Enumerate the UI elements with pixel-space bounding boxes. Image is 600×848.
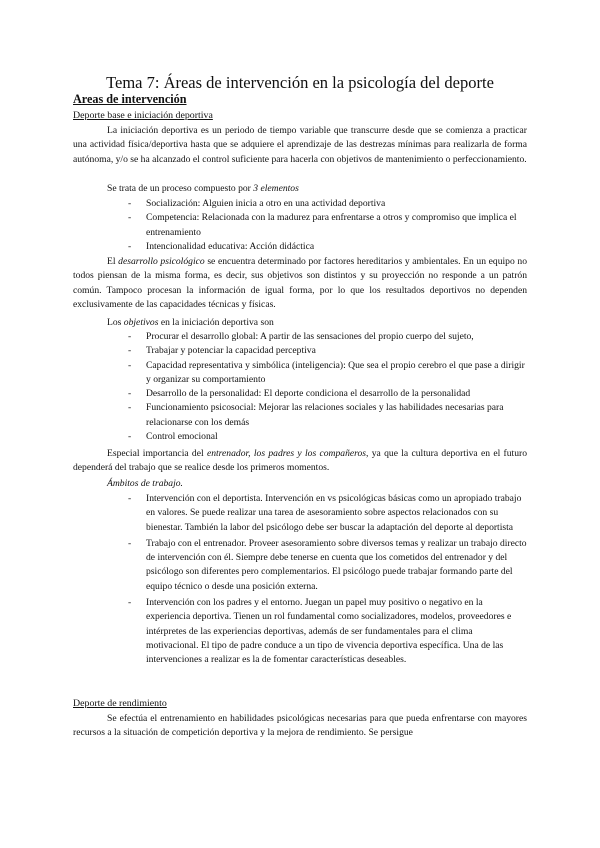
list-item: - Procurar el desarrollo global: A partir de las sensaciones del propio cuerpo del sujeto, (128, 331, 474, 342)
list-elementos (73, 197, 527, 254)
list-item-text: Intencionalidad educativa: Acción didáctica (146, 240, 315, 252)
list-item-text: Trabajo con el entrenador. Proveer asesoramiento sobre diversos temas y realizar un trabajo directo de intervención con él. Siempre debe tenerse en cuenta que los cometidos del entrenador y del psicólogo son diferentes pero complementarios. El psicólogo puede trabajar formando parte del equipo técnico o desde una posición externa. (146, 537, 527, 592)
list-item-text: Competencia: Relacionada con la madurez para enfrentarse a otros y compromiso que implica el entrenamiento (146, 212, 517, 238)
paragraph-objetivos-text-b: en la iniciación deportiva son (158, 317, 274, 328)
paragraph-importancia-text-a: Especial importancia del (107, 448, 207, 459)
list-item-text: Capacidad representativa y simbólica (inteligencia): Que sea el propio cerebro el que pase a dirigir y organizar su comportamiento (146, 359, 525, 385)
list-item: - Funcionamiento psicosocial: Mejorar las relaciones sociales y las habilidades necesarias para relacionarse con los demás (128, 402, 504, 428)
list-item-text: Trabajar y potenciar la capacidad perceptiva (146, 345, 316, 357)
paragraph-objetivos-text-a: Los (107, 317, 124, 328)
paragraph-objetivos-emphasis: objetivos (123, 317, 159, 328)
list-objetivos (73, 330, 527, 444)
paragraph-desarrollo-emphasis: desarrollo psicológico (118, 256, 205, 267)
paragraph-ambitos (107, 477, 183, 491)
paragraph-ambitos-emphasis: Ámbitos de trabajo. (107, 478, 183, 489)
list-item: - Desarrollo de la personalidad: El deporte condiciona el desarrollo de la personalidad (128, 388, 471, 400)
list-item: - Trabajo con el entrenador. Proveer asesoramiento sobre diversos temas y realizar un trabajo directo de intervención con él. Siempre debe tenerse en cuenta que los cometidos del entrenador y del psicólogo son diferentes pero complementarios. El psicólogo puede trabajar formando parte del equipo técnico o desde una posición externa. (128, 537, 527, 592)
list-item: - Trabajar y potenciar la capacidad perceptiva (128, 345, 316, 357)
paragraph-desarrollo-text-a: El (107, 256, 119, 267)
paragraph-elementos (107, 182, 299, 196)
subsection-heading-rendimiento: Deporte de rendimiento (73, 698, 167, 709)
subsection-heading-base: Deporte base e iniciación deportiva (73, 110, 213, 121)
paragraph-rendimiento: Se efectúa el entrenamiento en habilidades psicológicas necesarias para que pueda enfrentarse con mayores recursos a la situación de competición deportiva y la mejora de rendimiento. Se persigue (73, 713, 527, 739)
section-heading: Areas de intervención (73, 92, 187, 106)
paragraph-elementos-emphasis: 3 elementos (253, 183, 299, 194)
list-item: - Intervención con los padres y el entorno. Juegan un papel muy positivo o negativo en la experiencia deportiva. Tienen un rol fundamental como socializadores, modelos, proveedores e intérpretes de las experiencias deportivas, además de ser fundamentales para el clima motivacional. El tipo de padre conduce a un tipo de vivencia deportiva específica. Una de las intervenciones a realizar es la de fomentar características deseables. (128, 597, 512, 666)
list-item: - Control emocional (128, 431, 218, 443)
paragraph-desarrollo (73, 255, 527, 312)
paragraph-elementos-text: Se trata de un proceso compuesto por (107, 183, 254, 194)
list-item: - Socialización: Alguien inicia a otro en una actividad deportiva (128, 198, 386, 209)
list-item: - Competencia: Relacionada con la madurez para enfrentarse a otros y compromiso que implica el entrenamiento (128, 212, 517, 238)
list-item-text: Control emocional (146, 431, 218, 443)
list-item-text: Intervención con el deportista. Intervención en vs psicológicas básicas como un apropiado trabajo en valores. Se puede realizar una tarea de asesoramiento sobre aspectos relacionados con su bienestar. También la labor del psicólogo debe ser buscar la adaptación del deporte al deportista (146, 493, 522, 533)
list-item: - Intervención con el deportista. Intervención en vs psicológicas básicas como un apropiado trabajo en valores. Se puede realizar una tarea de asesoramiento sobre aspectos relacionados con su bienestar. También la labor del psicólogo debe ser buscar la adaptación del deporte al deportista (128, 493, 522, 533)
list-item: - Capacidad representativa y simbólica (inteligencia): Que sea el propio cerebro el que pase a dirigir y organizar su comportamiento (128, 359, 525, 385)
paragraph-iniciacion: La iniciación deportiva es un periodo de tiempo variable que transcurre desde que se comienza a practicar una actividad física/deportiva hasta que se adquiere el aprendizaje de las destrezas mínimas para realizarla de forma autónoma, y/o se ha alcanzado el control suficiente para hacerla con objetivos de mantenimiento o perfeccionamiento. (73, 125, 527, 165)
list-item-text: Desarrollo de la personalidad: El deporte condiciona el desarrollo de la personalidad (146, 388, 471, 400)
list-item: - Intencionalidad educativa: Acción didáctica (128, 240, 315, 252)
list-item-text: Procurar el desarrollo global: A partir de las sensaciones del propio cuerpo del sujeto, (146, 331, 474, 342)
paragraph-importancia-text-b: , ya que la cultura deportiva en el futuro dependerá del trabajo que se realice desde los primeros momentos. (73, 448, 527, 474)
paragraph-objetivos (107, 316, 274, 330)
list-item-text: Socialización: Alguien inicia a otro en una actividad deportiva (146, 198, 386, 209)
list-ambitos (73, 492, 527, 668)
list-item-text: Funcionamiento psicosocial: Mejorar las relaciones sociales y las habilidades necesarias para relacionarse con los demás (146, 402, 504, 428)
paragraph-importancia (73, 447, 527, 476)
paragraph-desarrollo-text-b: se encuentra determinado por factores hereditarios y ambientales. En un equipo no todos piensan de la misma forma, es decir, sus objetivos son distintos y su proyección no responde a un patrón común. Tampoco procesan la información de igual forma, por lo que los resultados deportivos no dependen exclusivamente de las capacidades técnicas y físicas. (73, 256, 527, 310)
paragraph-importancia-emphasis: entrenador, los padres y los compañeros (206, 448, 367, 459)
list-item-text: Intervención con los padres y el entorno. Juegan un papel muy positivo o negativo en la experiencia deportiva. Tienen un rol fundamental como socializadores, modelos, proveedores e intérpretes de las experiencias deportivas, además de ser fundamentales para el clima motivacional. El tipo de padre conduce a un tipo de vivencia deportiva específica. Una de las intervenciones a realizar es la de fomentar características deseables. (146, 597, 512, 666)
page-title: Tema 7: Áreas de intervención en la psicología del deporte (106, 73, 494, 92)
